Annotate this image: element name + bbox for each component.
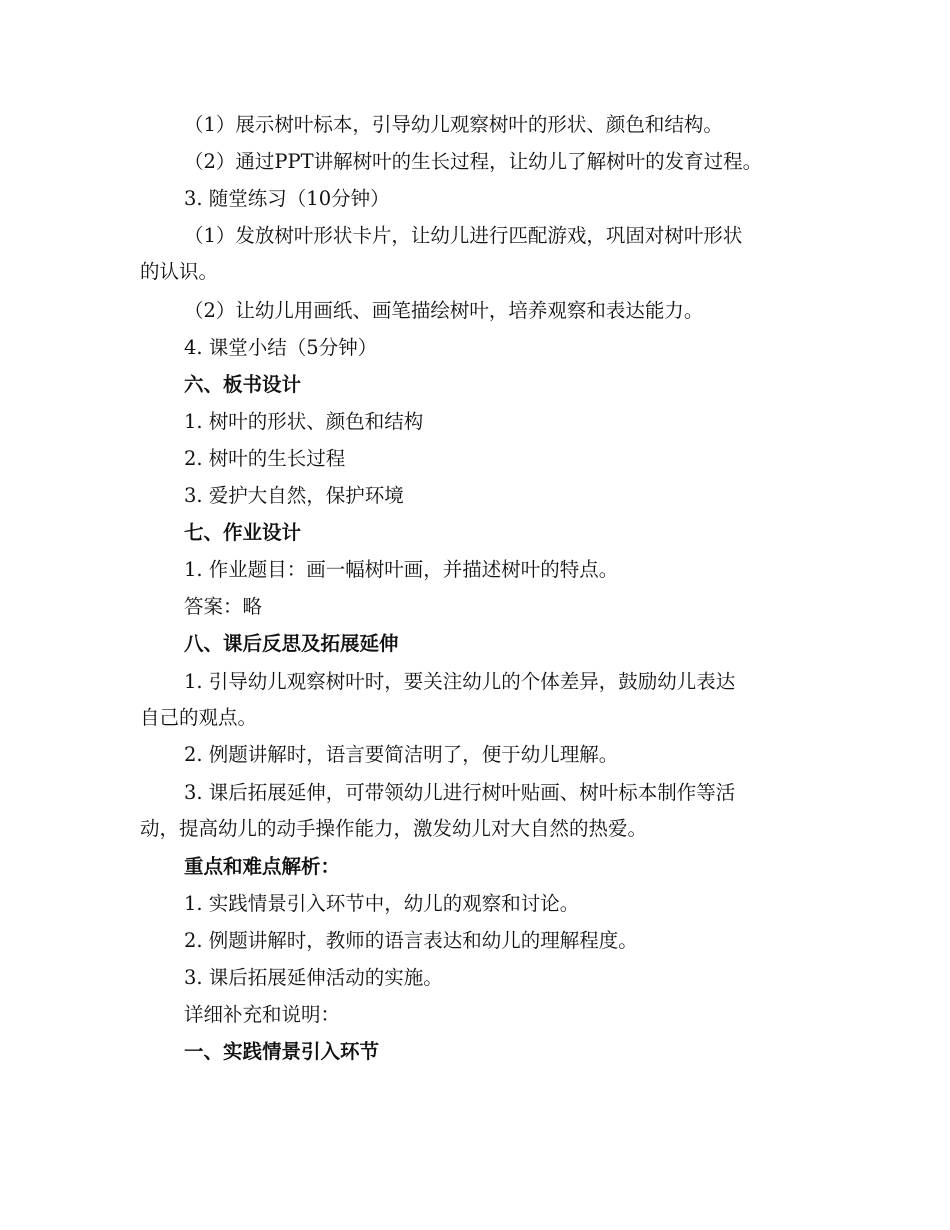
list-item: 3. 爱护大自然，保护环境 — [184, 484, 404, 507]
list-item: 3. 课后拓展延伸活动的实施。 — [184, 966, 443, 989]
list-item: 2. 例题讲解时，教师的语言表达和幼儿的理解程度。 — [184, 929, 638, 952]
list-item: 1. 实践情景引入环节中，幼儿的观察和讨论。 — [184, 892, 580, 915]
paragraph-line: （1）展示树叶标本，引导幼儿观察树叶的形状、颜色和结构。 — [184, 113, 723, 136]
paragraph-line: 详细补充和说明： — [184, 1003, 341, 1026]
paragraph-line: 答案：略 — [184, 595, 263, 618]
section-heading: 重点和难点解析： — [184, 855, 341, 878]
list-item: 1. 作业题目：画一幅树叶画，并描述树叶的特点。 — [184, 558, 619, 581]
paragraph-line: （2）让幼儿用画纸、画笔描绘树叶，培养观察和表达能力。 — [184, 299, 704, 322]
paragraph-line: （1）发放树叶形状卡片，让幼儿进行匹配游戏，巩固对树叶形状 — [184, 224, 743, 247]
list-item: 3. 随堂练习（10分钟） — [184, 187, 390, 210]
section-heading: 一、实践情景引入环节 — [184, 1040, 380, 1063]
paragraph-line: 的认识。 — [140, 260, 219, 283]
paragraph-line: （2）通过PPT讲解树叶的生长过程，让幼儿了解树叶的发育过程。 — [184, 150, 763, 173]
list-item: 3. 课后拓展延伸，可带领幼儿进行树叶贴画、树叶标本制作等活 — [184, 781, 736, 804]
section-heading: 六、板书设计 — [184, 373, 302, 396]
list-item: 1. 树叶的形状、颜色和结构 — [184, 410, 424, 433]
paragraph-line: 动，提高幼儿的动手操作能力，激发幼儿对大自然的热爱。 — [140, 817, 648, 840]
list-item: 2. 例题讲解时，语言要简洁明了，便于幼儿理解。 — [184, 743, 619, 766]
section-heading: 七、作业设计 — [184, 521, 302, 544]
list-item: 2. 树叶的生长过程 — [184, 447, 346, 470]
paragraph-line: 自己的观点。 — [140, 706, 258, 729]
section-heading: 八、课后反思及拓展延伸 — [184, 632, 399, 655]
list-item: 1. 引导幼儿观察树叶时，要关注幼儿的个体差异，鼓励幼儿表达 — [184, 670, 736, 693]
list-item: 4. 课堂小结（5分钟） — [184, 336, 378, 359]
